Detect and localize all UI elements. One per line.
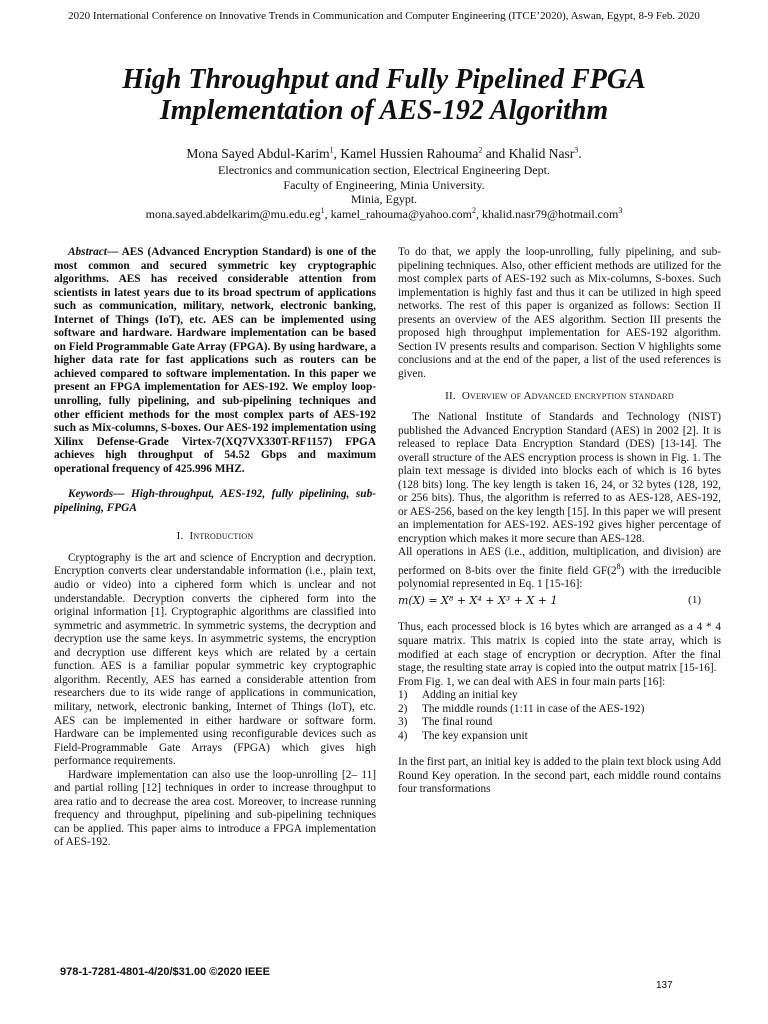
page-number: 137 <box>656 980 673 991</box>
overview-paragraph-5: In the first part, an initial key is added to the plain text block using Add Round Key operation. In the second part, each middle round contains four transformations <box>398 756 721 796</box>
list-item <box>398 689 721 703</box>
list-item-text: The middle rounds (1:11 in case of the AES-192) <box>422 702 645 715</box>
intro-paragraph-1: Cryptography is the art and science of Encryption and decryption. Encryption converts clear understandable information (i.e., plain text, audio or video) into a ciphered form which is unclear and not understandable. Decryption converts the ciphered form into the original information [1]. Cryptographic algorithms are classified into symmetric and asymmetric. In symmetric systems, the decryption and decryption use the same keys. In asymmetric systems, the encryption and decryption use different keys which are related by a certain function. AES is a familiar popular symmetric key cryptographic algorithm. Recently, AES has earned a considerable attention from researchers due to its wide range of applications in communication, military, network, electronic banking, Internet of Things (IoT), etc. AES can be implemented in either hardware or software form. Hardware can be implemented using reconfigurable devices such as Field-Programmable Gate Arrays (FPGA) which gives high performance requirements. <box>54 551 376 768</box>
gf-text-b: ) with the irreducible polynomial represented in Eq. 1 [15-16]: <box>398 564 721 591</box>
section-heading-introduction <box>54 530 376 544</box>
list-item-text: The key expansion unit <box>422 729 528 742</box>
section-title: Overview of Advanced encryption standard <box>461 390 674 403</box>
author-3: Khalid Nasr <box>508 146 575 161</box>
abstract <box>54 246 376 476</box>
list-item <box>398 716 721 730</box>
list-item <box>398 703 721 717</box>
list-item-number: 3) <box>398 716 408 729</box>
author-sep: and <box>482 146 509 161</box>
keywords: Keywords— High-throughput, AES-192, fully pipelining, sub-pipelining, FPGA <box>54 488 376 514</box>
author-sep: , <box>333 146 341 161</box>
gf-exponent: 8 <box>616 562 621 572</box>
gf-text-a: All operations in AES (i.e., addition, multiplication, and division) are performed on 8-bits over the finite field GF(2 <box>398 546 721 577</box>
list-item-number: 4) <box>398 729 408 742</box>
equation-formula: m(X) = X⁸ + X⁴ + X³ + X + 1 <box>398 593 558 607</box>
email-2[interactable]: , kamel_rahouma@yahoo.com <box>324 206 472 221</box>
section-title: Introduction <box>189 530 254 543</box>
author-block <box>0 146 768 221</box>
abstract-body: — AES (Advanced Encryption Standard) is one of the most common and secured symmetric key cryptographic algorithms. AES has received considerable attention from scientists in latest years due to its broad spectrum of applications such as communication, military, network, electronic banking, Internet of Things (IoT), etc. AES can be implemented using software and hardware. Hardware implementation can be based on Field Programmable Gate Array (FPGA). By using hardware, a higher data rate for fast applications such as routers can be achieved compared to software implementation. In this paper we present an FPGA implementation for AES-192. We employ loop-unrolling, fully pipelining, and sub-pipelining techniques and other efficient methods for the most complex parts of AES-192 such as Mix-columns, S-boxes. Our AES-192 implementation using Xilinx Defense-Grade Virtex-7(XQ7VX330T-RF1157) FPGA achieves high throughput of 54.52 Gbps and maximum operational frequency of 425.996 MHZ. <box>54 246 376 475</box>
right-paragraph-1: To do that, we apply the loop-unrolling, fully pipelining, and sub-pipelining techniques. Also, other efficient methods are utilized for the most complex parts of AES-192 such as Mix-columns, S-boxes. Such implementation is highly fast and thus it can be utilized in high speed networks. The rest of this paper is organized as follows: Section II presents an overview of the AES algorithm. Section III presents the proposed high throughput implementation for AES-192 algorithm. Section IV presents results and comparison. Section V highlights some conclusions and at the end of the paper, a list of the used references is given. <box>398 246 721 380</box>
affiliation-faculty: Faculty of Engineering, Minia University. <box>283 177 485 192</box>
abstract-lead: Abstract <box>68 246 107 258</box>
list-item-text: Adding an initial key <box>422 689 518 702</box>
author-names <box>0 146 768 162</box>
overview-paragraph-4: From Fig. 1, we can deal with AES in four main parts [16]: <box>398 675 666 688</box>
intro-paragraph-2: Hardware implementation can also use the loop-unrolling [2– 11] and partial rolling [12] techniques in order to increase throughput to area ratio and to decrease the area cost. Moreover, to increase running frequency and throughput, pipelining and sub-pipelining techniques can be applied. This paper aims to introduce a FPGA implementation of AES-192. <box>54 768 376 849</box>
overview-paragraph-2 <box>398 546 721 591</box>
list-item-number: 2) <box>398 702 408 715</box>
section-heading-overview <box>398 390 721 404</box>
email-1[interactable]: mona.sayed.abdelkarim@mu.edu.eg <box>145 206 321 221</box>
author-2-sup: 2 <box>478 145 483 155</box>
copyright-footer: 978-1-7281-4801-4/20/$31.00 ©2020 IEEE <box>60 966 270 978</box>
list-item-text: The final round <box>422 716 493 729</box>
author-emails <box>0 207 768 222</box>
title-line-2: Implementation of AES-192 Algorithm <box>159 95 609 126</box>
left-column <box>54 246 376 850</box>
list-item <box>398 730 721 744</box>
aes-parts-list <box>398 689 721 743</box>
author-3-sup: 3 <box>574 145 579 155</box>
author-1-sup: 1 <box>329 145 334 155</box>
email-3-sup: 3 <box>618 205 623 215</box>
section-number: I. <box>176 530 184 543</box>
email-1-sup: 1 <box>320 205 325 215</box>
overview-paragraph-1: The National Institute of Standards and Technology (NIST) published the Advanced Encryption Standard (AES) in 2002 [2]. It is released to replace Data Encryption Standard (DES) [13-14]. The overall structure of the AES encryption process is shown in Fig. 1. The plain text message is divided into blocks each of which is 16 bytes (128 bits) long. The key length is taken 16, 24, or 32 bytes (128, 192, or 256 bits). Thus, the algorithm is referred to as AES-128, AES-192, or AES-256, based on the key length [15]. In this paper we will present an implementation for AES-192. AES-192 gives higher percentage of encryption which makes it more secure than AES-128. <box>398 411 721 545</box>
email-2-sup: 2 <box>471 205 476 215</box>
author-2: Kamel Hussien Rahouma <box>340 146 479 161</box>
equation-1 <box>398 594 721 608</box>
author-1: Mona Sayed Abdul-Karim <box>186 146 330 161</box>
affiliation-location: Minia, Egypt. <box>350 192 418 206</box>
equation-number: (1) <box>688 593 701 606</box>
title-line-1: High Throughput and Fully Pipelined FPGA <box>122 64 646 95</box>
author-end: . <box>578 146 582 161</box>
right-column <box>398 246 721 797</box>
paper-title <box>0 64 768 126</box>
affiliation-dept: Electronics and communication section, Electrical Engineering Dept. <box>218 163 550 177</box>
email-3[interactable]: , khalid.nasr79@hotmail.com <box>475 206 619 221</box>
section-number: II. <box>445 390 456 403</box>
list-item-number: 1) <box>398 689 408 702</box>
conference-header: 2020 International Conference on Innovative Trends in Communication and Computer Engineering (ITCE’2020), Aswan, Egypt, 8-9 Feb. 2020 <box>68 10 700 22</box>
overview-paragraph-3: Thus, each processed block is 16 bytes which are arranged as a 4 * 4 square matrix. This matrix is copied into the state array, which is modified at each stage of encryption or decryption. After the final stage, the resulting state array is copied into the output matrix [15-16]. <box>398 621 721 675</box>
